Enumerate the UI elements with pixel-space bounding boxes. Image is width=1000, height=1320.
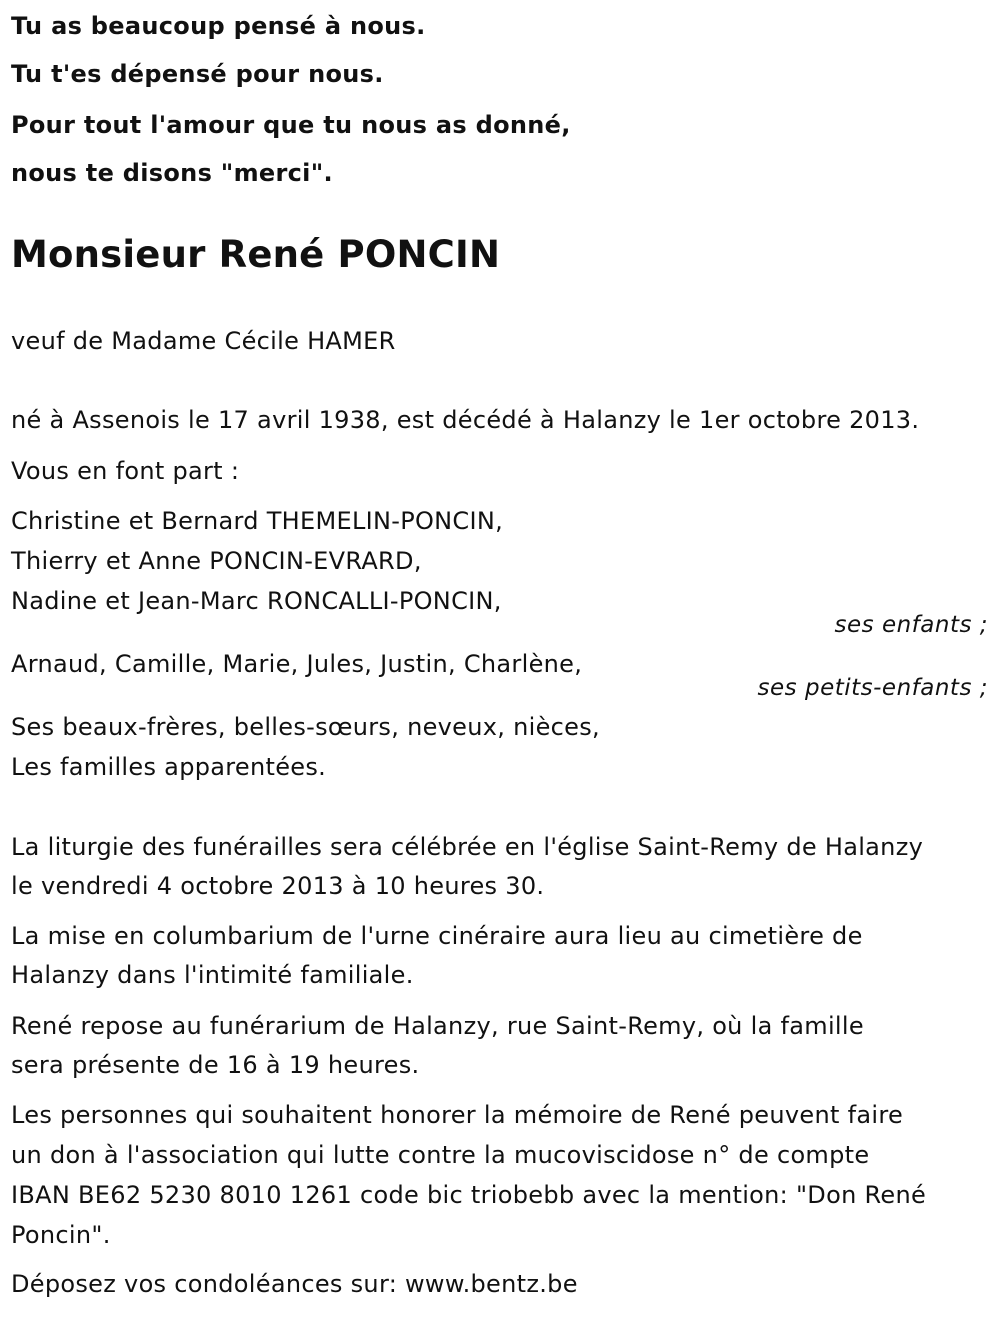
others-line-2: Les familles apparentées. [11,753,327,781]
funerarium-line-2: sera présente de 16 à 19 heures. [11,1051,420,1079]
others-line-1: Ses beaux-frères, belles-sœurs, neveux, nièces, [11,713,600,741]
liturgy-line-1: La liturgie des funérailles sera célébrée en l'église Saint-Remy de Halanzy [11,833,924,861]
child-line-2: Thierry et Anne PONCIN-EVRARD, [11,547,422,575]
funerarium-line-1: René repose au funérarium de Halanzy, rue Saint-Remy, où la famille [11,1012,864,1040]
children-label: ses enfants ; [834,612,988,638]
grandchildren-label: ses petits-enfants ; [757,675,988,701]
columbarium-line-2: Halanzy dans l'intimité familiale. [11,961,414,989]
grandchildren-line: Arnaud, Camille, Marie, Jules, Justin, Charlène, [11,650,583,678]
child-line-1: Christine et Bernard THEMELIN-PONCIN, [11,507,504,535]
birth-death-line: né à Assenois le 17 avril 1938, est décédé à Halanzy le 1er octobre 2013. [11,406,920,434]
spouse-line: veuf de Madame Cécile HAMER [11,327,396,355]
poem-line-4: nous te disons "merci". [11,159,333,187]
poem-line-1: Tu as beaucoup pensé à nous. [11,12,426,40]
liturgy-line-2: le vendredi 4 octobre 2013 à 10 heures 30. [11,872,545,900]
child-line-3: Nadine et Jean-Marc RONCALLI-PONCIN, [11,587,502,615]
donation-line-1: Les personnes qui souhaitent honorer la mémoire de René peuvent faire [11,1101,904,1129]
donation-line-4: Poncin". [11,1221,111,1249]
condolences-link[interactable]: Déposez vos condoléances sur: www.bentz.be [11,1270,578,1298]
poem-line-3: Pour tout l'amour que tu nous as donné, [11,111,571,139]
deceased-name: Monsieur René PONCIN [11,233,501,276]
poem-line-2: Tu t'es dépensé pour nous. [11,60,384,88]
donation-line-2: un don à l'association qui lutte contre la mucoviscidose n° de compte [11,1141,870,1169]
announcement-intro: Vous en font part : [11,457,240,485]
columbarium-line-1: La mise en columbarium de l'urne cinéraire aura lieu au cimetière de [11,922,863,950]
donation-line-3: IBAN BE62 5230 8010 1261 code bic triobebb avec la mention: "Don René [11,1181,927,1209]
